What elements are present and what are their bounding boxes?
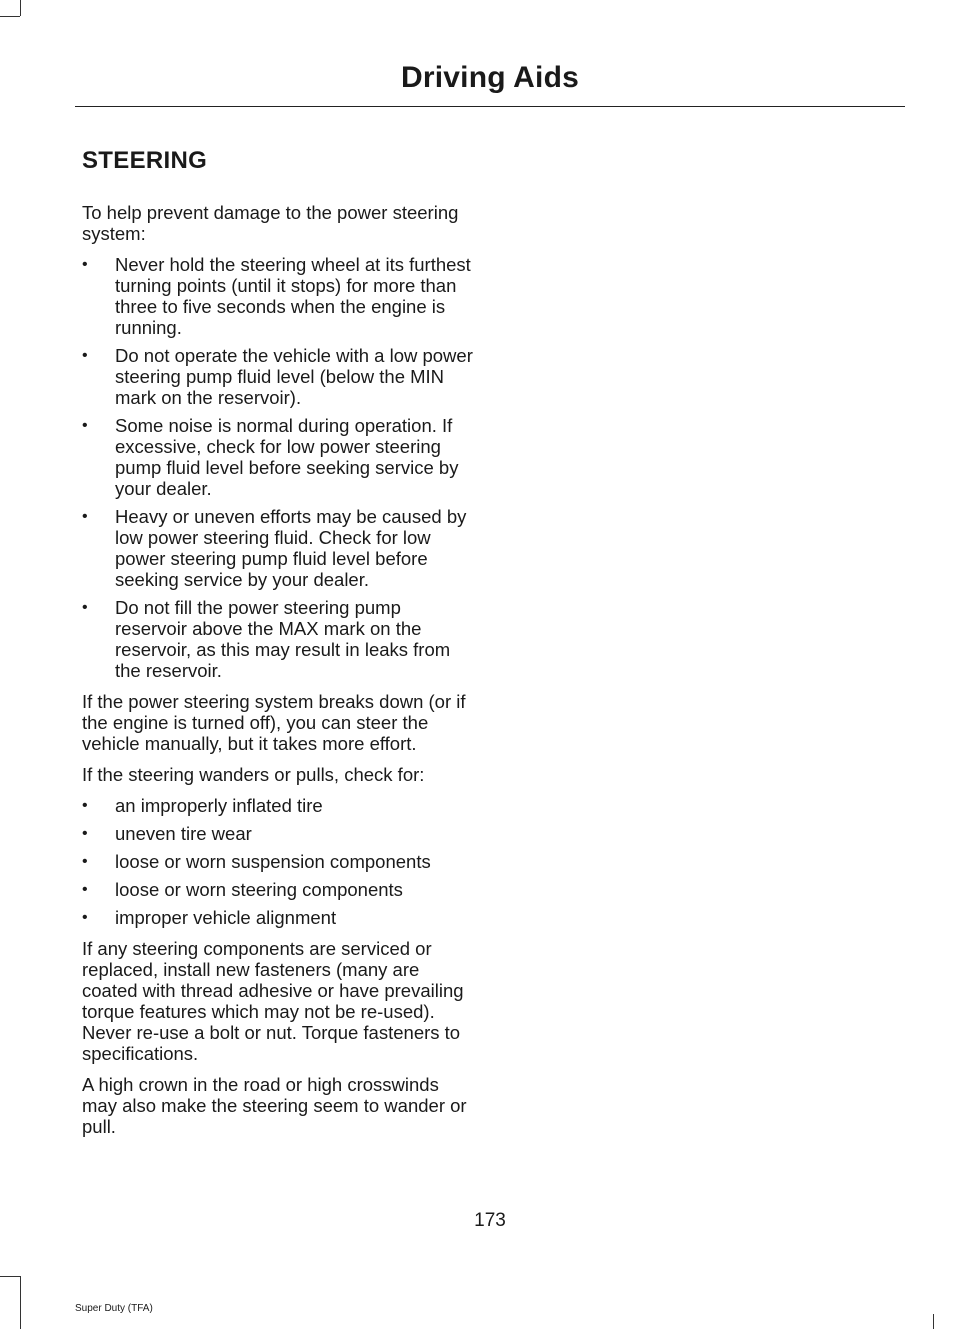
list-item: • an improperly inflated tire bbox=[82, 795, 323, 816]
breakdown-paragraph: If the power steering system breaks down (or if the engine is turned off), you can steer the vehicle manually, but it takes more effort. bbox=[82, 691, 466, 754]
crosswind-paragraph: A high crown in the road or high crosswinds may also make the steering seem to wander or pull. bbox=[82, 1074, 467, 1137]
fasteners-paragraph: If any steering components are serviced or replaced, install new fasteners (many are coated with thread adhesive or have prevailing torque features which may not be re-used). Never re-use a bolt or nut. Torque fasteners to specifications. bbox=[82, 938, 464, 1064]
main-content bbox=[82, 146, 474, 1147]
page-title: Driving Aids bbox=[401, 61, 579, 94]
bullet-icon: • bbox=[82, 797, 88, 814]
crop-mark bbox=[20, 0, 21, 16]
wander-paragraph: If the steering wanders or pulls, check for: bbox=[82, 764, 425, 785]
crop-mark bbox=[0, 1276, 20, 1277]
page-number: 173 bbox=[474, 1210, 506, 1231]
bullet-icon: • bbox=[82, 508, 88, 525]
list-item: • Heavy or uneven efforts may be caused by low power steering fluid. Check for low power steering pump fluid level before seeking service by your dealer. bbox=[82, 506, 467, 590]
bullet-icon: • bbox=[82, 881, 88, 898]
bullet-icon: • bbox=[82, 347, 88, 364]
list-item: • Some noise is normal during operation. If excessive, check for low power steering pump fluid level before seeking service by your dealer. bbox=[82, 415, 459, 499]
crop-mark bbox=[0, 16, 20, 17]
page-header bbox=[75, 58, 905, 107]
list-item: • loose or worn steering components bbox=[82, 879, 403, 900]
list-item: • improper vehicle alignment bbox=[82, 907, 337, 928]
bullet-icon: • bbox=[82, 417, 88, 434]
bullet-icon: • bbox=[82, 853, 88, 870]
list-item: • Never hold the steering wheel at its furthest turning points (until it stops) for more than three to five seconds when the engine is running. bbox=[82, 254, 471, 338]
list-item: • loose or worn suspension components bbox=[82, 851, 431, 872]
list-item: • Do not operate the vehicle with a low power steering pump fluid level (below the MIN mark on the reservoir). bbox=[82, 345, 473, 408]
list-item: • Do not fill the power steering pump reservoir above the MAX mark on the reservoir, as this may result in leaks from the reservoir. bbox=[82, 597, 451, 681]
crop-mark bbox=[20, 1276, 21, 1329]
intro-paragraph: To help prevent damage to the power steering system: bbox=[82, 202, 459, 244]
check-list bbox=[82, 795, 474, 928]
bullet-icon: • bbox=[82, 256, 88, 273]
bullet-icon: • bbox=[82, 825, 88, 842]
list-item: • uneven tire wear bbox=[82, 823, 252, 844]
bullet-icon: • bbox=[82, 599, 88, 616]
footer-model: Super Duty (TFA) bbox=[75, 1303, 153, 1314]
section-title: STEERING bbox=[82, 147, 208, 174]
precautions-list bbox=[82, 254, 474, 681]
bullet-icon: • bbox=[82, 909, 88, 926]
crop-mark bbox=[933, 1314, 934, 1329]
